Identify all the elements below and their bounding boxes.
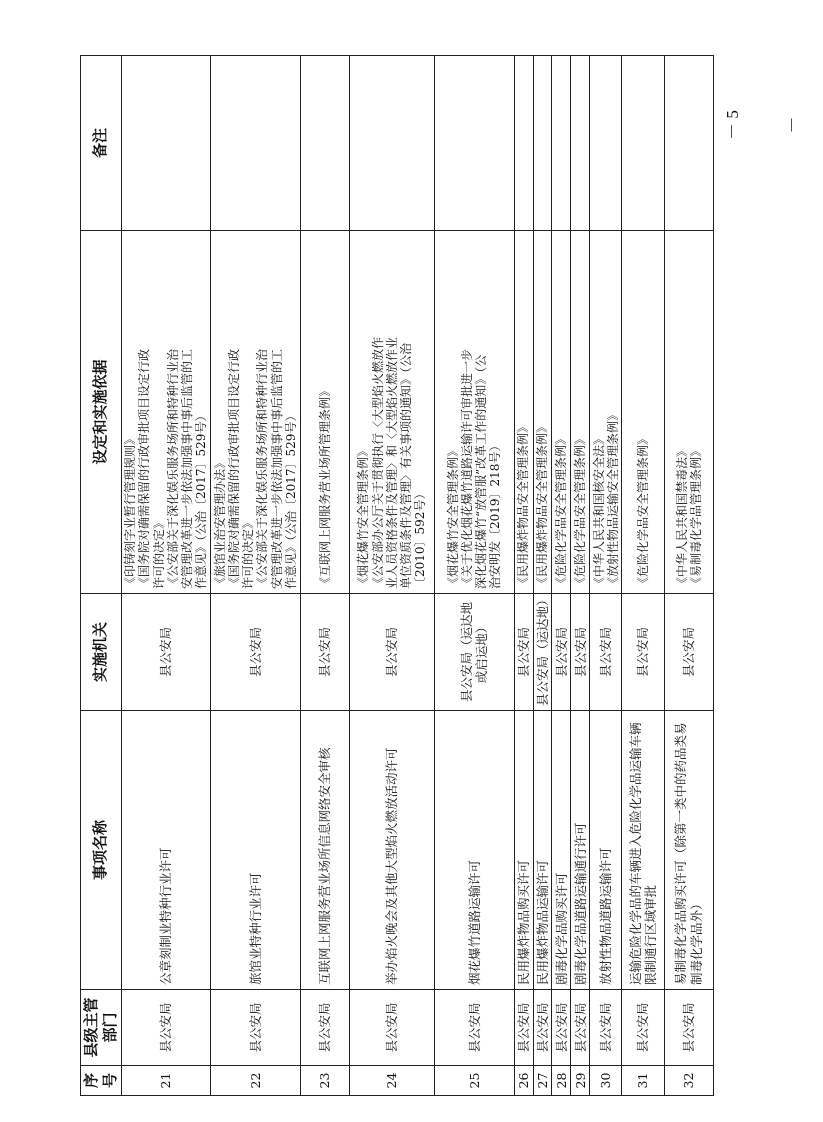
row-number: 23 (300, 1066, 349, 1096)
basis-line: 安管理改革进一步依法加强事中事后监管的工 (269, 348, 284, 589)
item-name-cell: 互联网上网服务营业场所信息网络安全审核 (300, 711, 349, 990)
header-item: 事项名称 (81, 711, 122, 990)
agency-cell: 县公安局 (571, 594, 590, 711)
agency-cell: 县公安局 (300, 594, 349, 711)
basis-line: 《国务院对确需保留的行政审批项目设定行政 (137, 348, 152, 589)
basis-cell (514, 231, 533, 594)
basis-line: 《公安部办公厅关于贯彻执行〈大型焰火燃放作 (370, 336, 385, 589)
remark-cell (300, 56, 349, 231)
department-cell: 县公安局 (665, 990, 714, 1066)
remark-cell (571, 56, 590, 231)
basis-line: 安管理改革进一步依法加强事中事后监管的工 (179, 348, 194, 589)
basis-cell (590, 231, 622, 594)
item-name-cell: 公章刻制业特种行业许可 (121, 711, 211, 990)
remark-cell (121, 56, 211, 231)
header-agency: 实施机关 (81, 594, 122, 711)
basis-cell (665, 231, 714, 594)
remark-cell (590, 56, 622, 231)
basis-line: 许可的决定》 (151, 516, 166, 589)
agency-cell: 县公安局 (590, 594, 622, 711)
basis-line: 深化烟花爆竹“放管服”改革工作的通知》（公 (474, 354, 489, 589)
agency-cell: 县公安局（运达地或启运地） (435, 594, 514, 711)
basis-line: 作意见》（公治〔2017〕529号） (283, 409, 298, 589)
basis-line: 《旅馆业治安管理办法》 (212, 456, 227, 589)
department-cell: 县公安局 (514, 990, 533, 1066)
table-row (435, 56, 514, 1096)
remark-cell (533, 56, 552, 231)
agency-cell: 县公安局（运达地） (533, 594, 552, 711)
page-number: － 5 － (723, 110, 802, 140)
row-number: 30 (590, 1066, 622, 1096)
basis-cell (211, 231, 301, 594)
item-name-cell: 易制毒化学品购买许可（除第一类中的药品类易制毒化学品外） (665, 711, 714, 990)
basis-line: 《中华人民共和国禁毒法》 (674, 444, 689, 589)
rotated-page-content (80, 56, 714, 1096)
basis-cell (121, 231, 211, 594)
item-name-cell: 民用爆炸物品运输许可 (533, 711, 552, 990)
basis-line: 治安明发〔2019〕218号） (488, 439, 503, 589)
basis-line: 单位资质条件及管理〉有关事项的通知》（公治 (398, 342, 413, 589)
basis-line: 《危险化学品安全管理条例》 (573, 432, 588, 589)
basis-line: 《中华人民共和国核安全法》 (591, 432, 606, 589)
basis-line: 《烟花爆竹安全管理条例》 (356, 444, 371, 589)
table-row (514, 56, 533, 1096)
row-number: 27 (533, 1066, 552, 1096)
remark-cell (552, 56, 571, 231)
basis-line: 许可的决定》 (241, 516, 256, 589)
row-number: 31 (622, 1066, 665, 1096)
department-cell: 县公安局 (533, 990, 552, 1066)
header-dept: 县级主管部门 (81, 990, 122, 1066)
permit-table (80, 55, 714, 1096)
basis-line: 《国务院对确需保留的行政审批项目设定行政 (227, 348, 242, 589)
basis-line: 《危险化学品安全管理条例》 (636, 432, 651, 589)
table-row (665, 56, 714, 1096)
basis-cell (533, 231, 552, 594)
basis-line: 《公安部关于深化娱乐服务场所和特种行业治 (255, 348, 270, 589)
remark-cell (349, 56, 435, 231)
header-basis: 设定和实施依据 (81, 231, 122, 594)
row-number: 22 (211, 1066, 301, 1096)
department-cell: 县公安局 (622, 990, 665, 1066)
department-cell: 县公安局 (349, 990, 435, 1066)
basis-cell (622, 231, 665, 594)
table-row (590, 56, 622, 1096)
basis-line: 《民用爆炸物品安全管理条例》 (535, 420, 550, 589)
department-cell: 县公安局 (121, 990, 211, 1066)
table-row (571, 56, 590, 1096)
item-name-cell: 剧毒化学品购买许可 (552, 711, 571, 990)
row-number: 24 (349, 1066, 435, 1096)
table-row (349, 56, 435, 1096)
basis-line: 《放射性物品运输安全管理条例》 (605, 408, 620, 589)
basis-line: 作意见》（公治〔2017〕529号） (194, 409, 209, 589)
basis-line: 《民用爆炸物品安全管理条例》 (516, 420, 531, 589)
agency-cell: 县公安局 (349, 594, 435, 711)
item-name-cell: 民用爆炸物品购买许可 (514, 711, 533, 990)
basis-line: 〔2010〕592号） (413, 487, 428, 589)
department-cell: 县公安局 (435, 990, 514, 1066)
row-number: 26 (514, 1066, 533, 1096)
item-name-cell: 运输危险化学品的车辆进入危险化学品运输车辆限制通行区域审批 (622, 711, 665, 990)
item-name-cell: 举办焰火晚会及其他大型焰火燃放活动许可 (349, 711, 435, 990)
item-name-cell: 放射性物品道路运输许可 (590, 711, 622, 990)
remark-cell (435, 56, 514, 231)
header-remark: 备注 (81, 56, 122, 231)
table-row (211, 56, 301, 1096)
row-number: 25 (435, 1066, 514, 1096)
table-body (121, 56, 714, 1096)
agency-cell: 县公安局 (552, 594, 571, 711)
remark-cell (622, 56, 665, 231)
basis-line: 《互联网上网服务营业场所管理条例》 (317, 384, 332, 589)
basis-line: 《关于优化烟花爆竹道路运输许可审批进一步 (460, 348, 475, 589)
basis-cell (552, 231, 571, 594)
row-number: 29 (571, 1066, 590, 1096)
basis-cell (435, 231, 514, 594)
basis-cell (349, 231, 435, 594)
basis-line: 《印铸刻字业暂行管理规则》 (123, 432, 138, 589)
department-cell: 县公安局 (590, 990, 622, 1066)
row-number: 28 (552, 1066, 571, 1096)
department-cell: 县公安局 (211, 990, 301, 1066)
row-number: 32 (665, 1066, 714, 1096)
agency-cell: 县公安局 (622, 594, 665, 711)
basis-cell (571, 231, 590, 594)
table-row (622, 56, 665, 1096)
basis-line: 《危险化学品安全管理条例》 (554, 432, 569, 589)
basis-line: 业人员资格条件及管理〉和〈大型焰火燃放作业 (384, 336, 399, 589)
agency-cell: 县公安局 (211, 594, 301, 711)
agency-cell: 县公安局 (514, 594, 533, 711)
basis-cell (300, 231, 349, 594)
basis-line: 《烟花爆竹安全管理条例》 (446, 444, 460, 589)
remark-cell (211, 56, 301, 231)
header-no: 序号 (81, 1066, 122, 1096)
table-row (533, 56, 552, 1096)
department-cell: 县公安局 (552, 990, 571, 1066)
department-cell: 县公安局 (571, 990, 590, 1066)
table-row (300, 56, 349, 1096)
item-name-cell: 剧毒化学品道路运输通行许可 (571, 711, 590, 990)
basis-line: 《易制毒化学品管理条例》 (689, 444, 704, 589)
department-cell: 县公安局 (300, 990, 349, 1066)
basis-line: 《公安部关于深化娱乐服务场所和特种行业治 (165, 348, 180, 589)
remark-cell (665, 56, 714, 231)
table-row (121, 56, 211, 1096)
item-name-cell: 旅馆业特种行业许可 (211, 711, 301, 990)
agency-cell: 县公安局 (121, 594, 211, 711)
table-row (552, 56, 571, 1096)
header-row (81, 56, 122, 1096)
remark-cell (514, 56, 533, 231)
row-number: 21 (121, 1066, 211, 1096)
agency-cell: 县公安局 (665, 594, 714, 711)
item-name-cell: 烟花爆竹道路运输许可 (435, 711, 514, 990)
